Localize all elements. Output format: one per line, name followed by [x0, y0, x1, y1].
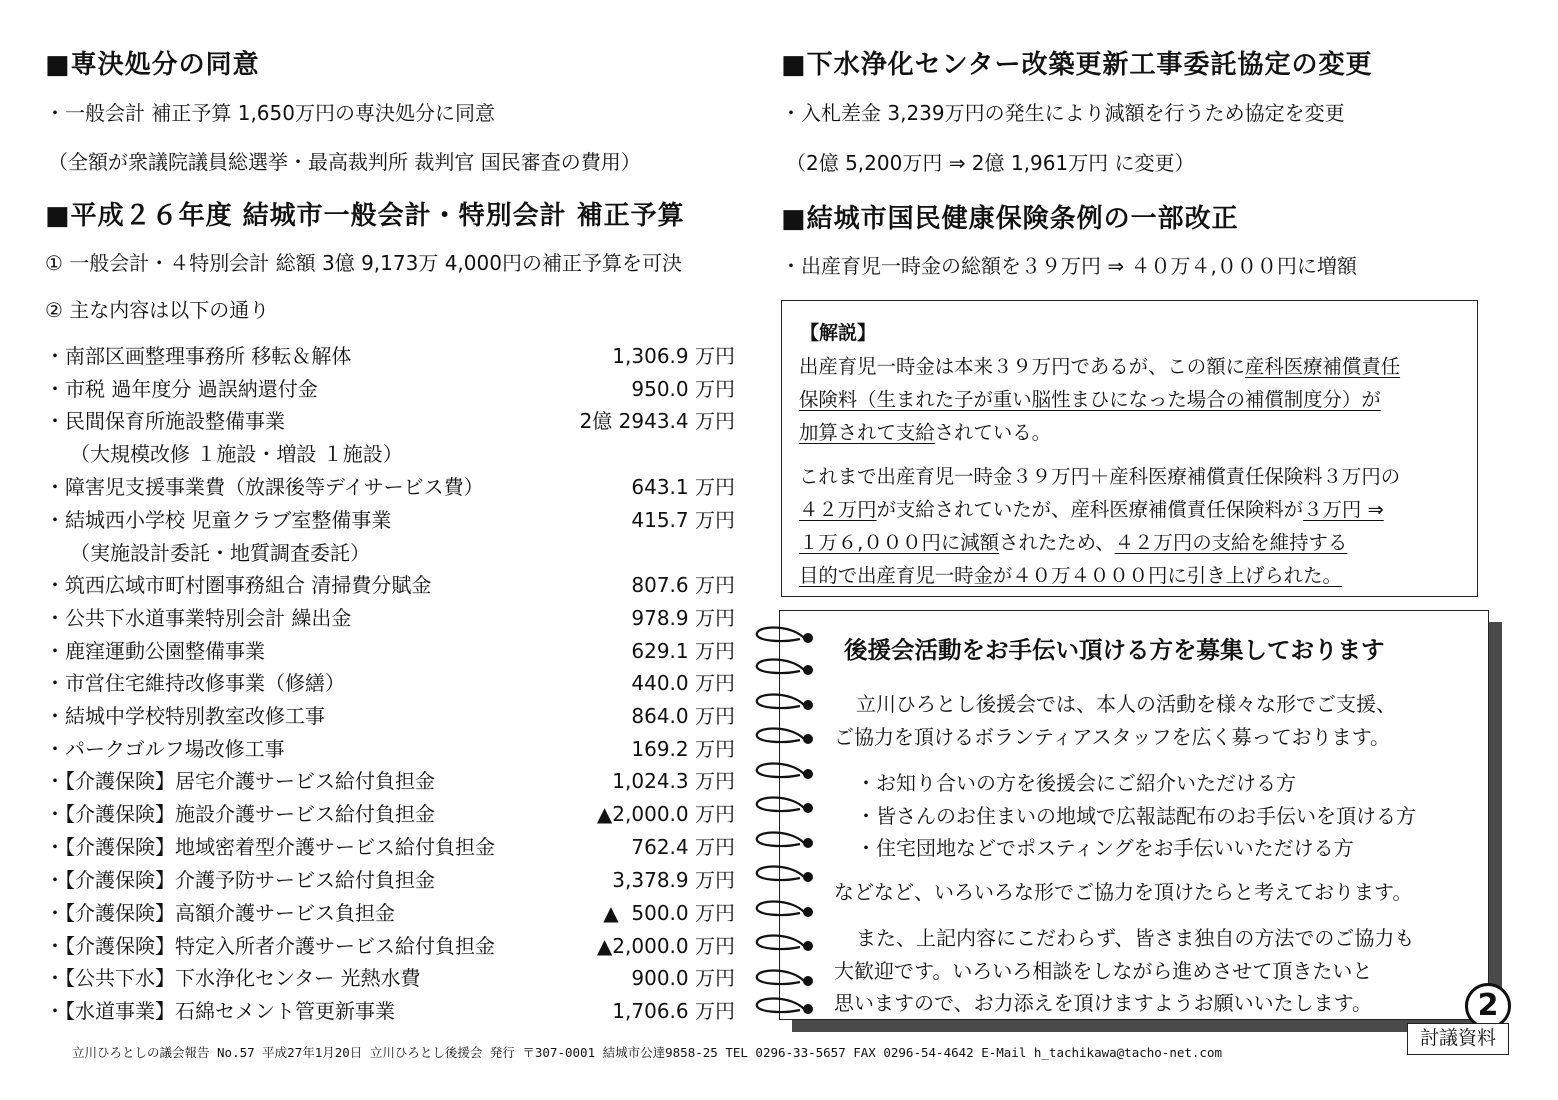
item-amount: 807.6 万円 — [631, 573, 735, 597]
explanation-line — [799, 417, 1051, 445]
explanation-line — [799, 527, 1347, 555]
item-label: ・結城中学校特別教室改修工事 — [45, 704, 325, 728]
item-label: ・【介護保険】施設介護サービス給付負担金 — [45, 802, 435, 826]
text-span: これまで出産育児一時金３９万円＋産科医療補償責任保険料３万円の — [799, 465, 1401, 488]
underlined-span: １万６,０００円に減額 — [799, 531, 1000, 554]
explanation-box — [781, 300, 1478, 597]
notice-bullet-1: ・お知り合いの方を後援会にご紹介いただける方 — [856, 771, 1296, 795]
spiral-ring-icon — [752, 828, 822, 858]
item-amount: 1,024.3 万円 — [612, 769, 735, 793]
explanation-line — [799, 351, 1400, 379]
underlined-span: 加算されて支給 — [799, 421, 935, 444]
item-label: ・結城西小学校 児童クラブ室整備事業 — [45, 508, 392, 532]
spiral-ring-icon — [752, 724, 822, 754]
spiral-ring-icon — [752, 862, 822, 892]
item-label: ・【介護保険】特定入所者介護サービス給付負担金 — [45, 934, 495, 958]
item-label: ・障害児支援事業費（放課後等デイサービス費） — [45, 475, 484, 499]
text-span: が支給されていたが、産科医療補償責任保険料が — [876, 498, 1304, 521]
list-item — [45, 962, 735, 992]
item-amount: 2億 2943.4 万円 — [579, 409, 735, 433]
item-amount: ▲2,000.0 万円 — [596, 802, 735, 826]
sewage-line-1: ・入札差金 3,239万円の発生により減額を行うため協定を変更 — [781, 101, 1345, 125]
spiral-ring-icon — [752, 966, 822, 996]
explanation-line — [799, 384, 1381, 412]
item-label: ・南部区画整理事務所 移転＆解体 — [45, 344, 352, 368]
item-label: ・【介護保険】高額介護サービス負担金 — [45, 901, 395, 925]
item-amount: 643.1 万円 — [631, 475, 735, 499]
explanation-line — [799, 461, 1400, 489]
item-label: ・【公共下水】下水浄化センター 光熱水費 — [45, 966, 421, 990]
spiral-ring-icon — [752, 655, 822, 685]
list-item — [45, 733, 735, 763]
item-amount: 1,706.6 万円 — [612, 999, 735, 1023]
item-label: ・民間保育所施設整備事業 — [45, 409, 285, 433]
notice-outro-3: 思いますので、お力添えを頂けますようお願いいたします。 — [834, 991, 1372, 1015]
underlined-span: 保険料（生まれた子が重い脳性まひになった場合の補償制度分）が — [799, 388, 1381, 411]
explanation-line — [799, 494, 1384, 522]
item-amount: 440.0 万円 — [631, 671, 735, 695]
notice-intro-2: ご協力を頂けるボランティアスタッフを広く募っております。 — [834, 725, 1390, 749]
notice-card — [779, 610, 1489, 1020]
text-span: されたため、 — [999, 531, 1115, 554]
sewage-line-2: （2億 5,200万円 ⇒ 2億 1,961万円 に変更） — [786, 151, 1195, 175]
item-amount: ▲2,000.0 万円 — [596, 934, 735, 958]
list-item — [45, 405, 735, 435]
page-number: 2 — [1465, 983, 1511, 1029]
underlined-span: 産科医療補償責任 — [1244, 355, 1401, 378]
item-amount: 629.1 万円 — [631, 639, 735, 663]
notice-mid: などなど、いろいろな形でご協力を頂けたらと考えております。 — [834, 880, 1413, 904]
item-amount: ▲ 500.0 万円 — [603, 901, 735, 925]
list-item — [45, 930, 735, 960]
senketsu-line-2: （全額が衆議院議員総選挙・最高裁判所 裁判官 国民審査の費用） — [48, 150, 641, 174]
underlined-span: ４２万円の支給を維持する — [1114, 531, 1348, 554]
notice-title: 後援会活動をお手伝い頂ける方を募集しております — [844, 636, 1385, 664]
spiral-ring-icon — [752, 690, 822, 720]
spiral-ring-icon — [752, 931, 822, 961]
notice-outro-2: 大歓迎です。いろいろ相談をしながら進めさせて頂きたいと — [834, 959, 1373, 983]
item-label: ・【介護保険】介護予防サービス給付負担金 — [45, 868, 435, 892]
heading-insurance: ■結城市国民健康保険条例の一部改正 — [781, 204, 1239, 234]
item-label: ・筑西広域市町村圏事務組合 清掃費分賦金 — [45, 573, 432, 597]
item-label: ・市営住宅維持改修事業（修繕） — [45, 671, 345, 695]
insurance-line-1: ・出産育児一時金の総額を３９万円 ⇒ ４０万４,０００円に増額 — [781, 254, 1357, 278]
list-item — [45, 798, 735, 828]
footer: 立川ひろとしの議会報告 No.57 平成27年1月20日 立川ひろとし後援会 発行 〒307-0001 結城市公達9858-25 TEL 0296-33-5657 FAX 0296-54-4642 E-Mail h_tachikawa@tacho-net.com — [72, 1045, 1223, 1060]
explanation-line — [799, 560, 1342, 588]
item-amount: 169.2 万円 — [631, 737, 735, 761]
text-span: 出産育児一時金は本来３９万円であるが、この額に — [799, 355, 1245, 378]
notice-outro-1: また、上記内容にこだわらず、皆さま独自の方法でのご協力も — [856, 926, 1415, 950]
spiral-ring-icon — [752, 623, 822, 653]
item-amount: 1,306.9 万円 — [612, 344, 735, 368]
item-amount: 864.0 万円 — [631, 704, 735, 728]
list-item — [45, 569, 735, 599]
item-amount: 415.7 万円 — [631, 508, 735, 532]
text-span: されている。 — [934, 421, 1052, 444]
budget-point-1: ① 一般会計・４特別会計 総額 3億 9,173万 4,000円の補正予算を可決 — [45, 251, 682, 275]
list-item — [45, 602, 735, 632]
list-item — [45, 635, 735, 665]
heading-budget: ■平成２６年度 結城市一般会計・特別会計 補正予算 — [45, 201, 685, 231]
underlined-span: 目的で出産育児一時金が４０万４０００円に引き上げられた。 — [799, 564, 1342, 587]
underlined-span: ３万円 ⇒ — [1303, 498, 1384, 521]
spiral-ring-icon — [752, 759, 822, 789]
item-label: ・パークゴルフ場改修工事 — [45, 737, 285, 761]
underlined-span: ４２万円 — [799, 498, 877, 521]
spiral-ring-icon — [752, 793, 822, 823]
explanation-title: 【解説】 — [800, 322, 877, 344]
item-amount: 978.9 万円 — [631, 606, 735, 630]
budget-point-2: ② 主な内容は以下の通り — [45, 298, 270, 322]
list-item — [45, 700, 735, 730]
list-item — [45, 504, 735, 534]
item-label: ・市税 過年度分 過誤納還付金 — [45, 377, 318, 401]
notice-bullet-3: ・住宅団地などでポスティングをお手伝いいただける方 — [856, 836, 1354, 860]
list-item — [45, 995, 735, 1025]
notice-intro-1: 立川ひろとし後援会では、本人の活動を様々な形でご支援、 — [856, 692, 1396, 716]
list-item — [45, 864, 735, 894]
item-label: ・【介護保険】地域密着型介護サービス給付負担金 — [45, 835, 495, 859]
item-label: ・【水道事業】石綿セメント管更新事業 — [45, 999, 395, 1023]
item-amount: 900.0 万円 — [631, 966, 735, 990]
discussion-material-tag: 討議資料 — [1407, 1023, 1509, 1055]
list-item — [45, 471, 735, 501]
senketsu-line-1: ・一般会計 補正予算 1,650万円の専決処分に同意 — [45, 101, 495, 125]
item-amount: 3,378.9 万円 — [612, 868, 735, 892]
item-label: ・【介護保険】居宅介護サービス給付負担金 — [45, 769, 435, 793]
list-item — [45, 667, 735, 697]
item-label: ・鹿窪運動公園整備事業 — [45, 639, 265, 663]
item-sub-note: （実施設計委託・地質調査委託） — [70, 541, 370, 565]
list-item — [45, 831, 735, 861]
notice-bullet-2: ・皆さんのお住まいの地域で広報誌配布のお手伝いを頂ける方 — [856, 804, 1416, 828]
heading-sewage: ■下水浄化センター改築更新工事委託協定の変更 — [781, 50, 1373, 80]
item-amount: 762.4 万円 — [631, 835, 735, 859]
item-amount: 950.0 万円 — [631, 377, 735, 401]
list-item — [45, 897, 735, 927]
heading-senketsu: ■専決処分の同意 — [45, 50, 260, 80]
list-item — [45, 340, 735, 370]
list-item — [45, 765, 735, 795]
item-label: ・公共下水道事業特別会計 繰出金 — [45, 606, 352, 630]
spiral-ring-icon — [752, 994, 822, 1024]
list-item — [45, 373, 735, 403]
spiral-ring-icon — [752, 897, 822, 927]
item-sub-note: （大規模改修 １施設・増設 １施設） — [70, 442, 403, 466]
